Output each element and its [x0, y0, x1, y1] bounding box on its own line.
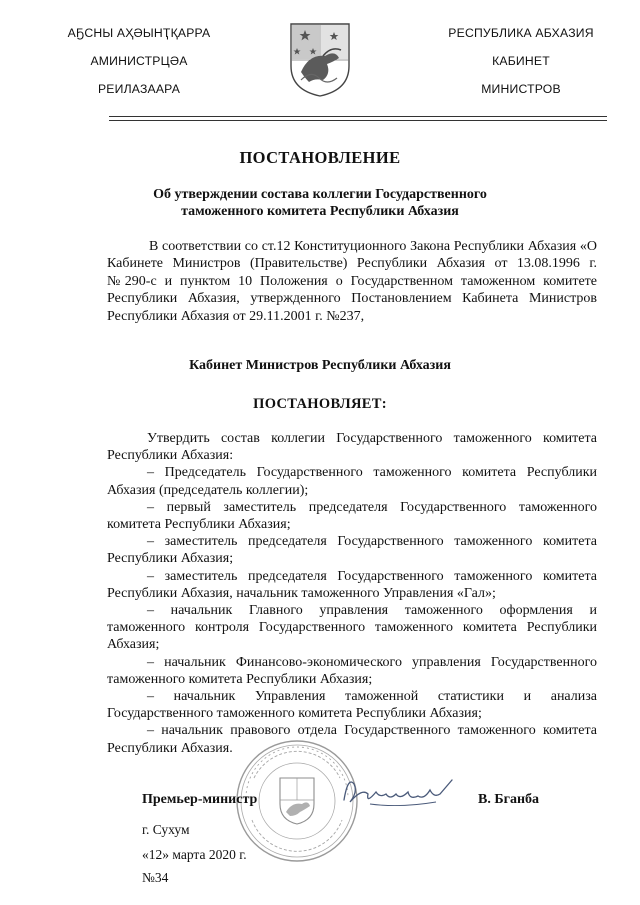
- list-item: – начальник правового отдела Государственного таможенного комитета Республики Абхазия.: [107, 723, 597, 756]
- handwritten-signature: [340, 770, 460, 815]
- letterhead-right-line: МИНИСТРОВ: [481, 82, 561, 96]
- subject-line: таможенного комитета Республики Абхазия: [181, 204, 459, 219]
- letterhead-left-line: АМИНИСТРЦӘА: [90, 54, 188, 68]
- letterhead-right-line: КАБИНЕТ: [492, 54, 550, 68]
- list-item: – начальник Финансово-экономического управления Государственного таможенного комитета Республики Абхазия;: [107, 654, 597, 687]
- list-item: – Председатель Государственного таможенного комитета Республики Абхазия (председатель коллегии);: [107, 465, 597, 498]
- header-divider: [109, 120, 607, 121]
- document-number: №34: [142, 870, 169, 885]
- subject-line: Об утверждении состава коллегии Государственного: [153, 187, 487, 202]
- issue-date: «12» марта 2020 г.: [142, 847, 247, 862]
- letterhead-left-line: РЕИЛАЗААРА: [97, 82, 181, 96]
- list-item: Утвердить состав коллегии Государственного таможенного комитета Республики Абхазия:: [107, 431, 597, 464]
- letterhead-left: [39, 26, 239, 110]
- list-item: – первый заместитель председателя Государственного таможенного комитета Республики Абхазия;: [107, 499, 597, 533]
- list-item: – заместитель председателя Государственного таможенного комитета Республики Абхазия, начальник таможенного Управления «Гал»;: [107, 568, 597, 601]
- document-type-title: ПОСТАНОВЛЕНИЕ: [239, 148, 401, 167]
- issuing-authority: Кабинет Министров Республики Абхазия: [189, 358, 451, 373]
- decree-heading: ПОСТАНОВЛЯЕТ:: [253, 396, 387, 412]
- abkhazia-coat-of-arms-icon: [287, 20, 353, 98]
- letterhead-right: [421, 26, 621, 110]
- signatory-title: Премьер-министр: [142, 792, 258, 807]
- list-item: – заместитель председателя Государственного таможенного комитета Республики Абхазия;: [107, 534, 597, 567]
- letterhead-left-line: АҔСНЫ АҲӘЫНҬҚАРРА: [67, 26, 211, 40]
- document-subject: [130, 186, 510, 220]
- letterhead-right-line: РЕСПУБЛИКА АБХАЗИЯ: [448, 26, 594, 40]
- list-item: – начальник Управления таможенной статистики и анализа Государственного таможенного комитета Республики Абхазия;: [107, 689, 597, 722]
- header-divider: [109, 116, 607, 117]
- list-item: – начальник Главного управления таможенного оформления и таможенного контроля Государственного таможенного комитета Республики Абхазия;: [107, 603, 597, 653]
- issue-city: г. Сухум: [142, 822, 190, 837]
- letterhead: [0, 0, 640, 125]
- preamble-paragraph: В соответствии со ст.12 Конституционного Закона Республики Абхазия «О Кабинете Министров (Правительстве) Республики Абхазия от 13.08.1996 г. №290-с и пунктом 10 Положения о Государственном таможенном комитете Республики Абхазия, утвержденного Постановлением Кабинета Министров Республики Абхазия от 29.11.2001 г. №237,: [107, 239, 597, 324]
- decree-body: [107, 430, 597, 757]
- signatory-name: В. Бганба: [478, 792, 540, 807]
